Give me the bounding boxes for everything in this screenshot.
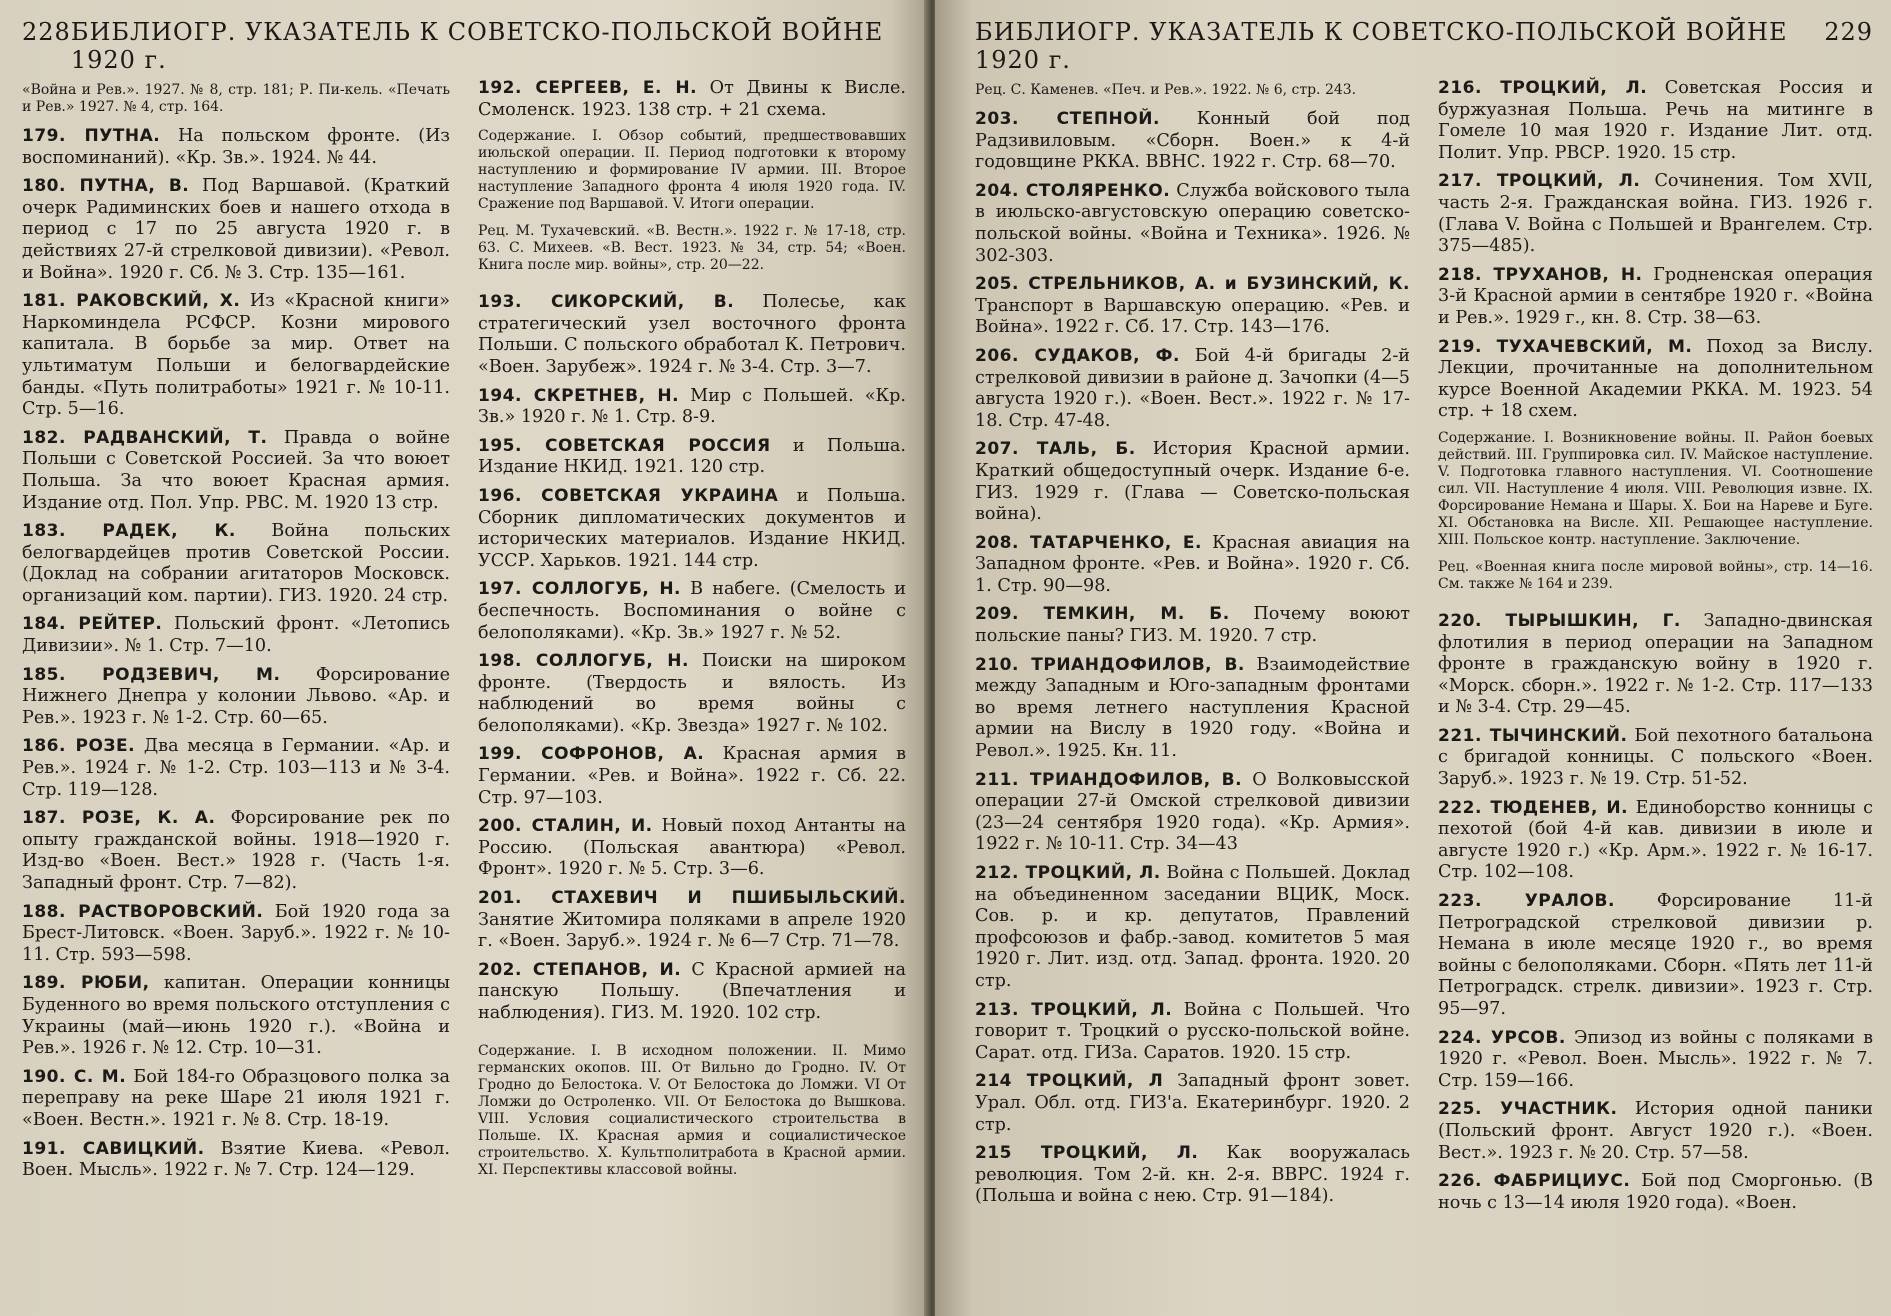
bibliography-entry	[975, 109, 1410, 174]
entry-author: 215 ТРОЦКИЙ, Л.	[975, 1143, 1199, 1164]
entry-author: 212. ТРОЦКИЙ, Л.	[975, 863, 1161, 883]
entry-author: 208. ТАТАРЧЕНКО, Е.	[975, 532, 1202, 553]
left-column-1	[22, 78, 450, 1189]
entry-author: 205. СТРЕЛЬНИКОВ, А. и БУЗИНСКИЙ, К.	[975, 274, 1410, 295]
right-page	[935, 0, 1891, 1316]
entry-author: 189. РЮБИ,	[22, 973, 150, 994]
right-page-header	[975, 18, 1873, 74]
entry-text: Война с Польшей. Что говорит т. Троцкий о русско-польской войне. Сарат. отд. ГИЗа. Саратов. 1920. 15 стр.	[975, 999, 1410, 1063]
bibliography-entry	[975, 770, 1410, 856]
left-page-title: БИБЛИОГР. УКАЗАТЕЛЬ К СОВЕТСКО-ПОЛЬСКОЙ ВОЙНЕ 1920 г.	[70, 18, 884, 74]
entry-text: Бой 184-го Образцового полка за переправу на реке Шаре 21 июля 1921 г. «Воен. Вестн.». 1921 г. № 8. Стр. 18-19.	[22, 1066, 450, 1130]
bibliography-entry	[22, 1067, 450, 1132]
entry-author: 216. ТРОЦКИЙ, Л.	[1438, 78, 1648, 98]
left-page-number: 228	[22, 18, 71, 46]
entry-text: Польский фронт. «Летопись Дивизии». № 1. Стр. 7—10.	[22, 614, 450, 657]
entry-text: О Волковысской операции 27-й Омской стрелковой дивизии (23—24 сентября 1920 года). «Кр. Армия». 1922 г. № 10-11. Стр. 34—43	[975, 769, 1411, 855]
entry-text: Красная армия в Германии. «Рев. и Война». 1922 г. Сб. 22. Стр. 97—103.	[478, 744, 906, 808]
entry-annotation	[22, 82, 450, 116]
entry-text: Занятие Житомира поляками в апреле 1920 г. «Воен. Заруб.». 1924 г. № 6—7 Стр. 71—78.	[478, 909, 906, 952]
bibliography-entry	[975, 346, 1410, 432]
bibliography-entry	[975, 1143, 1410, 1208]
right-column-2	[1438, 78, 1873, 1221]
entry-text: Содержание. I. Обзор событий, предшествовавших июльской операции. II. Период подготовки к второму наступлению и формирование IV армии. III. Второе наступление Западного фронта 4 июля 1920 года. IV. Сражение под Варшавой. V. Итоги операции.	[478, 128, 906, 213]
bibliography-entry	[975, 533, 1410, 598]
bibliography-entry	[478, 386, 906, 429]
entry-author: 225. УЧАСТНИК.	[1438, 1099, 1618, 1120]
entry-author: 181. РАКОВСКИЙ, Х.	[22, 291, 241, 312]
entry-annotation	[478, 128, 906, 213]
entry-author: 184. РЕЙТЕР.	[22, 614, 163, 635]
entry-author: 197. СОЛЛОГУБ, Н.	[478, 579, 682, 600]
entry-text: От Двины к Висле. Смоленск. 1923. 138 стр. + 21 схема.	[478, 78, 906, 120]
bibliography-entry	[975, 439, 1410, 525]
entry-author: 180. ПУТНА, В.	[22, 176, 190, 197]
right-column-1	[975, 78, 1410, 1221]
entry-author: 201. СТАХЕВИЧ И ПШИБЫЛЬСКИЙ.	[478, 888, 906, 909]
entry-text: Сочинения. Том XVII, часть 2-я. Гражданская война. ГИЗ. 1926 г. (Глава V. Война с Польшей и Врангелем. Стр. 375—485).	[1438, 171, 1873, 257]
entry-text: Форсирование 11-й Петроградской стрелковой дивизии р. Немана в июле месяце 1920 г., во время войны с белополяками. Сборн. «Пять лет 11-й Петроградск. стрелк. дивизии». 1923 г. Стр. 95—97.	[1438, 891, 1874, 1019]
bibliography-entry	[1438, 891, 1873, 1021]
entry-text: Западный фронт зовет. Урал. Обл. отд. ГИЗ'а. Екатеринбург. 1920. 2 стр.	[975, 1071, 1411, 1135]
bibliography-entry	[22, 521, 450, 607]
entry-author: 206. СУДАКОВ, Ф.	[975, 345, 1180, 366]
entry-author: 196. СОВЕТСКАЯ УКРАИНА	[478, 485, 779, 506]
bibliography-entry	[1438, 265, 1873, 330]
entry-text: Западно-двинская флотилия в период операции на Западном фронте в гражданскую войну в 1920 г. «Морск. сборн.». 1922 г. № 1-2. Стр. 117—133 и № 3-4. Стр. 29—45.	[1438, 610, 1873, 718]
entry-annotation	[1438, 430, 1873, 549]
entry-annotation	[975, 82, 1410, 99]
entry-text: Взятие Киева. «Револ. Воен. Мысль». 1922 г. № 7. Стр. 124—129.	[22, 1138, 450, 1181]
entry-text: Конный бой под Радзивиловым. «Сборн. Воен.» к 4-й годовщине РККА. ВВНС. 1922 г. Стр. 68—70.	[975, 109, 1410, 173]
entry-author: 209. ТЕМКИН, М. Б.	[975, 604, 1230, 625]
entry-text: Почему воюют польские паны? ГИЗ. М. 1920. 7 стр.	[975, 604, 1410, 647]
entry-author: 219. ТУХАЧЕВСКИЙ, М.	[1438, 336, 1693, 357]
bibliography-entry	[22, 736, 450, 801]
entry-author: 193. СИКОРСКИЙ, В.	[478, 292, 735, 313]
entry-text: Служба войскового тыла в июльско-августовскую операцию советско-польской войны. «Война и Техника». 1926. № 302-303.	[975, 180, 1410, 266]
bibliography-entry	[1438, 171, 1873, 257]
entry-text: Эпизод из войны с поляками в 1920 г. «Револ. Воен. Мысль». 1922 г. № 7. Стр. 159—166.	[1438, 1027, 1873, 1091]
left-column-2	[478, 78, 906, 1189]
entry-text: Новый поход Антанты на Россию. (Польская авантюра) «Револ. Фронт». 1920 г. № 5. Стр. 3—6.	[478, 816, 907, 880]
entry-author: 199. СОФРОНОВ, А.	[478, 744, 705, 765]
bibliography-entry	[975, 863, 1410, 993]
right-page-title: БИБЛИОГР. УКАЗАТЕЛЬ К СОВЕТСКО-ПОЛЬСКОЙ ВОЙНЕ 1920 г.	[975, 18, 1788, 74]
entry-text: История одной паники (Польский фронт. Август 1920 г.). «Воен. Вест.». 1923 г. № 20. Стр. 57—58.	[1438, 1099, 1873, 1163]
entry-text: Рец. М. Тухачевский. «В. Вестн.». 1922 г. № 17-18, стр. 63. С. Михеев. «В. Вест. 1923. № 34, стр. 54; «Воен. Книга после мир. войны», стр. 20—22.	[478, 223, 906, 274]
entry-author: 195. СОВЕТСКАЯ РОССИЯ	[478, 435, 771, 456]
entry-author: 202. СТЕПАНОВ, И.	[478, 959, 682, 980]
entry-author: 223. УРАЛОВ.	[1438, 891, 1615, 912]
entry-text: С Красной армией на панскую Польшу. (Впечатления и наблюдения). ГИЗ. М. 1920. 102 стр.	[478, 959, 906, 1023]
left-page	[0, 0, 928, 1316]
bibliography-entry	[22, 126, 450, 169]
entry-text: Война с Польшей. Доклад на объединенном заседании ВЦИК, Моск. Сов. р. и кр. депутатов, Правлений профсоюзов и фабр.-завод. комитетов 5 мая 1920 г. Лит. изд. отд. Запад. фронта. 1920. 20 стр.	[975, 863, 1411, 991]
entry-text: Транспорт в Варшавскую операцию. «Рев. и Война». 1922 г. Сб. 17. Стр. 143—176.	[975, 295, 1410, 338]
entry-text: Содержание. I. В исходном положении. II. Мимо германских окопов. III. От Вильно до Гродно. IV. От Гродно до Белостока. V. От Белостока до Ломжи. VI От Ломжи до Остроленко. VII. От Белостока до Вышкова. VIII. Условия социалистического строительства в Польше. IX. Красная армия и социалистическое строительство. X. Культполитработа в Красной армии. XI. Перспективы классовой войны.	[478, 1042, 906, 1178]
entry-author: 211. ТРИАНДОФИЛОВ, В.	[975, 769, 1243, 790]
entry-text: Рец. «Военная книга после мировой войны», стр. 14—16. См. также № 164 и 239.	[1438, 558, 1873, 592]
entry-text: Поиски на широком фронте. (Твердость и вялость. Из наблюдений во время войны с белополяками). «Кр. Звезда» 1927 г. № 102.	[478, 651, 906, 736]
entry-author: 194. СКРЕТНЕВ, Н.	[478, 385, 680, 406]
bibliography-entry	[975, 274, 1410, 339]
bibliography-entry	[22, 665, 450, 730]
bibliography-entry	[1438, 798, 1873, 884]
entry-author: 185. РОДЗЕВИЧ, М.	[22, 664, 281, 685]
bibliography-entry	[22, 808, 450, 894]
bibliography-entry	[975, 1071, 1410, 1136]
entry-text: Рец. С. Каменев. «Печ. и Рев.». 1922. № 6, стр. 243.	[975, 82, 1357, 98]
entry-author: 226. ФАБРИЦИУС.	[1438, 1171, 1631, 1192]
right-page-number: 229	[1824, 18, 1873, 46]
entry-text: Взаимодействие между Западным и Юго-западным фронтами во время летнего наступления Красной армии на Вислу в 1920 году. «Война и Револ.». 1925. Кн. 11.	[975, 654, 1411, 762]
bibliography-entry	[22, 428, 450, 514]
entry-author: 198. СОЛЛОГУБ, Н.	[478, 651, 689, 672]
bibliography-entry	[478, 78, 906, 121]
entry-text: Мир с Польшей. «Кр. Зв.» 1920 г. № 1. Стр. 8-9.	[478, 385, 906, 428]
entry-text: В набеге. (Смелость и беспечность. Воспоминания о войне с белополяками). «Кр. Зв.» 1927 г. № 52.	[478, 579, 906, 643]
entry-author: 222. ТЮДЕНЕВ, И.	[1438, 797, 1629, 818]
entry-author: 220. ТЫРЫШКИН, Г.	[1438, 610, 1681, 631]
entry-text: Единоборство конницы с пехотой (бой 4-й кав. дивизии в июле и августе 1920 г.) «Кр. Арм.». 1922 г. № 16-17. Стр. 102—108.	[1438, 797, 1873, 883]
entry-text: Как вооружалась революция. Том 2-й. кн. 2-я. ВВРС. 1924 г. (Польша и война с нею. Стр. 91—184).	[975, 1143, 1410, 1207]
bibliography-entry	[1438, 1099, 1873, 1164]
entry-author: 200. СТАЛИН, И.	[478, 816, 653, 837]
bibliography-entry	[975, 655, 1410, 763]
entry-text: Бой под Сморгонью. (В ночь с 13—14 июля 1920 года). «Воен.	[1438, 1171, 1874, 1213]
bibliography-entry	[478, 486, 906, 572]
entry-author: 179. ПУТНА.	[22, 126, 161, 146]
bibliography-entry	[22, 973, 450, 1059]
entry-text: История Красной армии. Краткий общедоступный очерк. Издание 6-е. ГИЗ. 1929 г. (Глава — Советско-польская война).	[975, 439, 1410, 525]
bibliography-entry	[1438, 1171, 1873, 1214]
bibliography-entry	[478, 744, 906, 809]
bibliography-entry	[975, 604, 1410, 647]
entry-text: Бой 4-й бригады 2-й стрелковой дивизии в районе д. Зачопки (4—5 августа 1920 г.). «Воен. Вест.». 1922 г. № 17-18. Стр. 47-48.	[975, 345, 1410, 431]
entry-author: 191. САВИЦКИЙ.	[22, 1138, 205, 1159]
bibliography-entry	[22, 902, 450, 967]
bibliography-entry	[1438, 78, 1873, 164]
entry-author: 188. РАСТВОРОВСКИЙ.	[22, 901, 264, 922]
entry-text: Полесье, как стратегический узел восточного фронта Польши. С польского обработал К. Петрович. «Воен. Зарубеж». 1924 г. № 3-4. Стр. 3—7.	[478, 292, 906, 377]
entry-author: 186. РОЗЕ.	[22, 736, 136, 757]
bibliography-entry	[478, 816, 906, 881]
entry-annotation	[478, 1043, 906, 1179]
entry-author: 182. РАДВАНСКИЙ, Т.	[22, 427, 268, 448]
entry-text: Форсирование рек по опыту гражданской войны. 1918—1920 г. Изд-во «Воен. Вест.» 1928 г. (Часть 1-я. Западный фронт. Стр. 7—82).	[22, 808, 451, 893]
entry-annotation	[1438, 559, 1873, 593]
entry-author: 183. РАДЕК, К.	[22, 521, 236, 542]
entry-author: 187. РОЗЕ, К. А.	[22, 808, 216, 829]
left-page-header	[22, 18, 906, 74]
entry-author: 190. С. М.	[22, 1066, 127, 1087]
entry-text: и Польша. Издание НКИД. 1921. 120 стр.	[478, 435, 906, 478]
entry-author: 221. ТЫЧИНСКИЙ.	[1438, 725, 1628, 746]
bibliography-entry	[478, 579, 906, 644]
entry-text: капитан. Операции конницы Буденного во время польского отступления с Украины (май—июнь 1920 г.). «Война и Рев.». 1926 г. № 12. Стр. 10—31.	[22, 973, 451, 1059]
bibliography-entry	[22, 176, 450, 284]
entry-text: «Война и Рев.». 1927. № 8, стр. 181; Р. Пи-кель. «Печать и Рев.» 1927. № 4, стр. 164.	[22, 82, 450, 115]
entry-text: На польском фронте. (Из воспоминаний). «Кр. Зв.». 1924. № 44.	[22, 126, 451, 168]
entry-text: Советская Россия и буржуазная Польша. Речь на митинге в Гомеле 10 мая 1920 г. Издание Лит. отд. Полит. Упр. РВСР. 1920. 15 стр.	[1438, 78, 1873, 163]
entry-author: 224. УРСОВ.	[1438, 1027, 1566, 1048]
bibliography-entry	[22, 614, 450, 657]
entry-text: Поход за Вислу. Лекции, прочитанные на дополнительном курсе Военной Академии РККА. М. 1923. 54 стр. + 18 схем.	[1438, 336, 1874, 422]
entry-text: Под Варшавой. (Краткий очерк Радиминских боев и нашего отхода в период с 17 по 25 августа 1920 г. в действиях 27-й стрелковой дивизии). «Револ. и Война». 1920 г. Сб. № 3. Стр. 135—161.	[22, 176, 450, 283]
bibliography-entry	[478, 651, 906, 737]
entry-text: Бой 1920 года за Брест-Литовск. «Воен. Заруб.». 1922 г. № 10-11. Стр. 593—598.	[22, 901, 450, 965]
bibliography-entry	[975, 1000, 1410, 1065]
entry-author: 218. ТРУХАНОВ, Н.	[1438, 264, 1643, 285]
entry-text: Красная авиация на Западном фронте. «Рев. и Война». 1920 г. Сб. 1. Стр. 90—98.	[975, 532, 1411, 596]
bibliography-entry	[478, 292, 906, 378]
entry-author: 192. СЕРГЕЕВ, Е. Н.	[478, 78, 698, 98]
bibliography-entry	[478, 960, 906, 1025]
entry-annotation	[478, 223, 906, 274]
bibliography-entry	[1438, 1028, 1873, 1093]
entry-text: Форсирование Нижнего Днепра у колонии Львово. «Ар. и Рев.». 1923 г. № 1-2. Стр. 60—65.	[22, 664, 451, 728]
entry-text: Правда о войне Польши с Советской Россией. За что воюет Польша. За что воюет Красная армия. Издание отд. Пол. Упр. РВС. М. 1920 13 стр.	[22, 427, 450, 513]
entry-author: 203. СТЕПНОЙ.	[975, 109, 1160, 129]
entry-text: Из «Красной книги» Наркоминдела РСФСР. Козни мирового капитала. В борьбе за мир. Ответ на ультиматум Польши и белогвардейские банды. «Путь политработы» 1921 г. № 10-11. Стр. 5—16.	[22, 291, 450, 420]
bibliography-entry	[478, 888, 906, 953]
entry-text: Бой пехотного батальона с бригадой конницы. С польского «Воен. Заруб.». 1923 г. № 19. Стр. 51-52.	[1438, 725, 1873, 790]
entry-text: и Польша. Сборник дипломатических документов и исторических материалов. Издание НКИД. УССР. Харьков. 1921. 144 стр.	[478, 485, 907, 571]
entry-author: 214 ТРОЦКИЙ, Л	[975, 1071, 1164, 1092]
entry-author: 217. ТРОЦКИЙ, Л.	[1438, 171, 1641, 192]
bibliography-entry	[478, 436, 906, 479]
bibliography-entry	[22, 291, 450, 421]
entry-author: 213. ТРОЦКИЙ, Л.	[975, 999, 1173, 1020]
bibliography-entry	[1438, 337, 1873, 423]
entry-text: Содержание. I. Возникновение войны. II. Район боевых действий. III. Группировка сил. IV. Майское наступление. V. Подготовка главного наступления. VI. Соотношение сил. VII. Наступление 4 июля. VIII. Революция извне. IX. Форсирование Немана и Шары. X. Бои на Нареве и Буге. XI. Обстановка на Висле. XII. Решающее наступление. XIII. Польское контр. наступление. Заключение.	[1438, 429, 1873, 548]
bibliography-entry	[1438, 611, 1873, 719]
entry-text: Гродненская операция 3-й Красной армии в сентябре 1920 г. «Война и Рев.». 1929 г., кн. 8. Стр. 38—63.	[1438, 264, 1873, 328]
bibliography-entry	[22, 1139, 450, 1182]
entry-author: 207. ТАЛЬ, Б.	[975, 439, 1136, 460]
entry-author: 210. ТРИАНДОФИЛОВ, В.	[975, 654, 1245, 675]
entry-text: Два месяца в Германии. «Ар. и Рев.». 1924 г. № 1-2. Стр. 103—113 и № 3-4. Стр. 119—128.	[22, 736, 451, 800]
bibliography-entry	[975, 181, 1410, 267]
entry-author: 204. СТОЛЯРЕНКО.	[975, 180, 1171, 201]
bibliography-entry	[1438, 726, 1873, 791]
entry-text: Война польских белогвардейцев против Советской России. (Доклад на собрании агитаторов Московск. организаций ком. партии). ГИЗ. 1920. 24 стр.	[22, 521, 450, 606]
